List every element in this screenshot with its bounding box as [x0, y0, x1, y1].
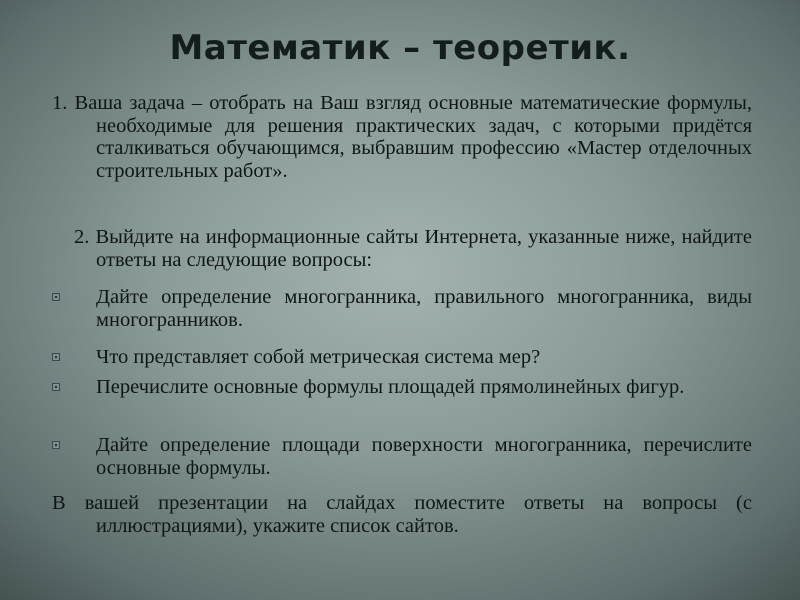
- task-item-2: [52, 226, 752, 271]
- square-bullet-icon: [52, 441, 60, 449]
- list-item-text: Перечислите основные формулы площадей прямолинейных фигур.: [96, 376, 685, 398]
- square-bullet-icon: [52, 353, 60, 361]
- closing-text: [52, 492, 752, 537]
- list-item-text: Дайте определение площади поверхности многогранника, перечислите основные формулы.: [96, 434, 752, 479]
- task-item-2-text: 2. Выйдите на информационные сайты Интернета, указанные ниже, найдите ответы на следующие вопросы:: [74, 226, 752, 271]
- list-item-text: Что представляет собой метрическая система мер?: [96, 346, 541, 368]
- task-item-1: [52, 92, 752, 182]
- slide-title: Математик – теоретик.: [169, 28, 631, 68]
- square-bullet-icon: [52, 293, 60, 301]
- task-item-1-text: 1. Ваша задача – отобрать на Ваш взгляд основные математические формулы, необходимые для решения практических задач, с которыми придётся сталкиваться обучающимся, выбравшим профессию «Мастер отделочных строительных работ».: [52, 92, 752, 182]
- closing-text-content: В вашей презентации на слайдах поместите ответы на вопросы (с иллюстрациями), укажите список сайтов.: [52, 492, 752, 537]
- square-bullet-icon: [52, 383, 60, 391]
- list-item-text: Дайте определение многогранника, правильного многогранника, виды многогранников.: [96, 286, 752, 331]
